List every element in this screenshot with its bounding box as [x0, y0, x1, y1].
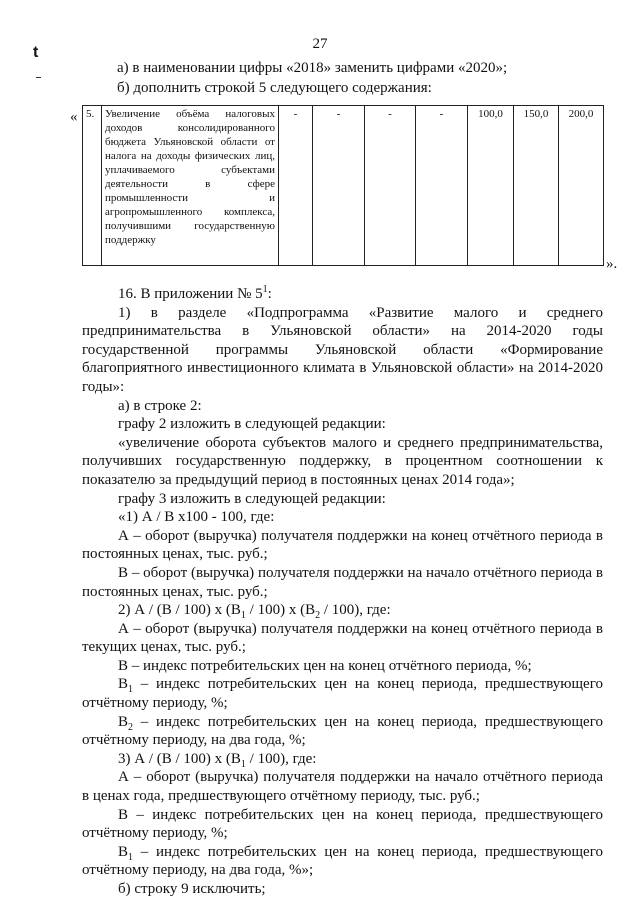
formula-1: «1) А / В х100 - 100, где:	[118, 509, 275, 526]
paragraph-b: б) строку 9 исключить;	[118, 881, 266, 897]
formula-3: 3) А / (В / 100) х $(В_1 / 100)$, где:	[118, 750, 317, 770]
table-row	[83, 106, 604, 266]
dash-cell: -	[365, 106, 416, 266]
row-description-cell: Увеличение объёма налоговых доходов консолидированного бюджета Ульяновской области от налога на доходы физических лиц, уплачиваемого субъектами деятельности в сфере промышленности и агропромышленного комплекса, получившими государственную поддержку	[102, 106, 279, 266]
document-body	[82, 285, 603, 899]
definition-b2: В – индекс потребительских цен на конец отчётного периода, %;	[118, 657, 532, 674]
definition-b2-2: $В_2$ – индекс потребительских цен на конец периода, предшествующего отчётному периоду, на два года, %;	[82, 713, 603, 749]
quote-close: ».	[606, 256, 618, 272]
paragraph-a: а) в строке 2:	[118, 397, 202, 414]
paragraph-column-2: графу 2 изложить в следующей редакции:	[118, 416, 386, 433]
definition-a2: А – оборот (выручка) получателя поддержки на конец отчётного периода в текущих ценах, тыс. руб.;	[82, 620, 603, 656]
definition-b2-1: $В_1$ – индекс потребительских цен на конец периода, предшествующего отчётному периоду, %;	[82, 676, 603, 712]
margin-mark: t	[33, 44, 39, 61]
definition-b3-1: $В_1$ – индекс потребительских цен на конец периода, предшествующего отчётному периоду, на два года, %»;	[82, 843, 603, 879]
dash-cell: -	[416, 106, 468, 266]
margin-dash	[36, 77, 41, 78]
formula-2: 2) А / (В / 100) х $(В_1 / 100)$ х $(В_2 / 100)$, где:	[118, 602, 391, 622]
intro-line-a: а) в наименовании цифры «2018» заменить цифрами «2020»;	[117, 60, 508, 76]
dash-cell: -	[279, 106, 313, 266]
paragraph-1: 1) в разделе «Подпрограмма «Развитие малого и среднего предпринимательства в Ульяновской области» на 2014-2020 годы государственной программы Ульяновской области «Формирование благоприятного инвестиционного климата в Ульяновской области» на 2014-2020 годы»:	[82, 304, 603, 395]
value-cell: 150,0	[514, 106, 559, 266]
quote-open: «	[70, 109, 78, 125]
intro-line-b: б) дополнить строкой 5 следующего содержания:	[117, 80, 432, 96]
value-cell: 200,0	[559, 106, 604, 266]
dash-cell: -	[313, 106, 365, 266]
paragraph-column-3: графу 3 изложить в следующей редакции:	[118, 490, 386, 507]
row-number-cell: 5.	[83, 106, 102, 266]
inserted-table-row	[82, 105, 604, 266]
definition-a3: А – оборот (выручка) получателя поддержки на начало отчётного периода в ценах года, предшествующего отчётному периоду, тыс. руб.;	[82, 769, 603, 805]
value-cell: 100,0	[468, 106, 514, 266]
definition-b3: В – индекс потребительских цен на конец периода, предшествующего отчётному периоду, %;	[82, 806, 603, 842]
definition-a1: А – оборот (выручка) получателя поддержки на конец отчётного периода в постоянных ценах, тыс. руб.;	[82, 527, 603, 563]
paragraph-16: 16. В приложении № $5^1$:	[118, 284, 272, 302]
definition-b1: В – оборот (выручка) получателя поддержки на начало отчётного периода в постоянных ценах, тыс. руб.;	[82, 564, 603, 600]
paragraph-quote: «увеличение оборота субъектов малого и среднего предпринимательства, получивших государственную поддержку, в процентном соотношении к показателю за предыдущий период в постоянных ценах 2014 года»;	[82, 434, 603, 488]
page-number: 27	[312, 36, 328, 52]
